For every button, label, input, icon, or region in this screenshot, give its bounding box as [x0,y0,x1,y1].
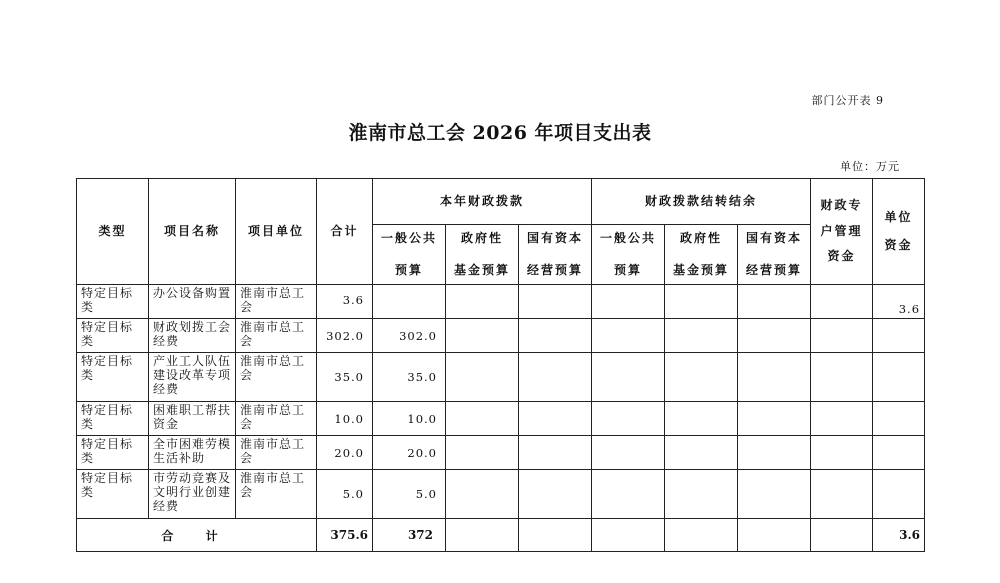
cell-empty [592,402,665,436]
header-carryover-balance: 财政拨款结转结余 [592,179,811,225]
cell-empty [738,436,811,470]
cell-empty [811,519,873,552]
header-project-name: 项目名称 [149,179,236,285]
cell-general: 5.0 [373,470,446,519]
header-fiscal-line2: 户管理 [820,223,863,238]
cell-empty [446,519,519,552]
cell-total: 3.6 [317,285,373,319]
cell-type: 特定目标类 [77,319,149,353]
table-row [77,436,925,470]
cell-project-unit: 淮南市总工会 [236,436,317,470]
header-total: 合计 [317,179,373,285]
cell-project-name: 困难职工帮扶资金 [149,402,236,436]
cell-unit-funds [873,353,925,402]
cell-project-unit: 淮南市总工会 [236,353,317,402]
cell-empty [519,470,592,519]
cell-empty [738,470,811,519]
header-line: 预算 [394,262,423,277]
cell-empty [519,519,592,552]
header-current-year-appropriation: 本年财政拨款 [373,179,592,225]
header-line: 预算 [614,262,643,277]
header-line: 政府性 [680,230,723,245]
header-gov-fund-budget [446,225,519,285]
cell-empty [738,319,811,353]
cell-empty [446,319,519,353]
totals-total: 375.6 [317,519,373,552]
cell-unit-funds [873,402,925,436]
cell-unit-funds [873,319,925,353]
cell-empty [592,353,665,402]
cell-empty [446,436,519,470]
header-project-unit: 项目单位 [236,179,317,285]
totals-label: 合 计 [77,519,317,552]
cell-empty [446,285,519,319]
cell-empty [738,402,811,436]
cell-general: 35.0 [373,353,446,402]
header-line: 经营预算 [527,262,584,277]
cell-empty [811,470,873,519]
header-carry-state-capital-budget [738,225,811,285]
header-line: 国有资本 [746,230,803,245]
cell-project-name: 全市困难劳模生活补助 [149,436,236,470]
cell-total: 5.0 [317,470,373,519]
cell-total: 35.0 [317,353,373,402]
cell-empty [519,402,592,436]
cell-type: 特定目标类 [77,436,149,470]
header-fiscal-special-account [811,179,873,285]
cell-empty [738,285,811,319]
cell-empty [592,470,665,519]
cell-general: 302.0 [373,319,446,353]
cell-project-name: 办公设备购置 [149,285,236,319]
header-unit-funds-line1: 单位 [884,209,913,224]
cell-empty [519,319,592,353]
cell-empty [592,436,665,470]
table-row [77,470,925,519]
cell-empty [446,353,519,402]
cell-empty [738,519,811,552]
cell-empty [519,353,592,402]
cell-empty [811,436,873,470]
header-line: 一般公共 [380,230,437,245]
project-expenditure-table [76,178,925,552]
cell-empty [811,319,873,353]
page-title: 淮南市总工会 2026 年项目支出表 [348,122,652,144]
cell-empty [446,470,519,519]
header-unit-funds-line2: 资金 [884,237,913,252]
cell-project-name: 产业工人队伍建设改革专项经费 [149,353,236,402]
cell-empty [665,353,738,402]
cell-general: 10.0 [373,402,446,436]
cell-empty [519,436,592,470]
cell-empty [811,353,873,402]
table-row [77,285,925,319]
header-type: 类型 [77,179,149,285]
cell-total: 10.0 [317,402,373,436]
cell-empty [592,319,665,353]
cell-type: 特定目标类 [77,402,149,436]
cell-type: 特定目标类 [77,353,149,402]
cell-total: 302.0 [317,319,373,353]
header-line: 经营预算 [746,262,803,277]
cell-empty [446,402,519,436]
header-line: 基金预算 [453,262,510,277]
cell-empty [592,519,665,552]
header-carry-gov-fund-budget [665,225,738,285]
cell-general: 20.0 [373,436,446,470]
cell-unit-funds: 3.6 [873,285,925,319]
cell-general [373,285,446,319]
cell-empty [665,470,738,519]
cell-project-unit: 淮南市总工会 [236,319,317,353]
unit-label: 单位：万元 [840,160,900,173]
cell-empty [665,436,738,470]
cell-empty [519,285,592,319]
cell-empty [665,285,738,319]
cell-project-name: 市劳动竞赛及文明行业创建经费 [149,470,236,519]
cell-unit-funds [873,436,925,470]
cell-project-unit: 淮南市总工会 [236,402,317,436]
header-line: 基金预算 [673,262,730,277]
totals-general: 372 [373,519,446,552]
totals-row [77,519,925,552]
table-row [77,319,925,353]
header-line: 一般公共 [600,230,657,245]
header-line: 政府性 [460,230,503,245]
table-row [77,402,925,436]
header-general-budget [373,225,446,285]
header-line: 国有资本 [527,230,584,245]
cell-project-unit: 淮南市总工会 [236,470,317,519]
cell-empty [738,353,811,402]
cell-empty [665,402,738,436]
header-carry-general-budget [592,225,665,285]
cell-type: 特定目标类 [77,470,149,519]
cell-type: 特定目标类 [77,285,149,319]
cell-empty [665,319,738,353]
cell-total: 20.0 [317,436,373,470]
totals-unit-funds: 3.6 [873,519,925,552]
table-row [77,353,925,402]
header-fiscal-line3: 资金 [827,249,856,264]
cell-empty [811,285,873,319]
cell-empty [665,519,738,552]
cell-project-name: 财政划拨工会经费 [149,319,236,353]
header-fiscal-line1: 财政专 [820,198,863,213]
cell-project-unit: 淮南市总工会 [236,285,317,319]
header-unit-funds [873,179,925,285]
cell-empty [592,285,665,319]
header-state-capital-budget [519,225,592,285]
cell-empty [811,402,873,436]
form-number: 部门公开表 9 [811,94,884,107]
cell-unit-funds [873,470,925,519]
